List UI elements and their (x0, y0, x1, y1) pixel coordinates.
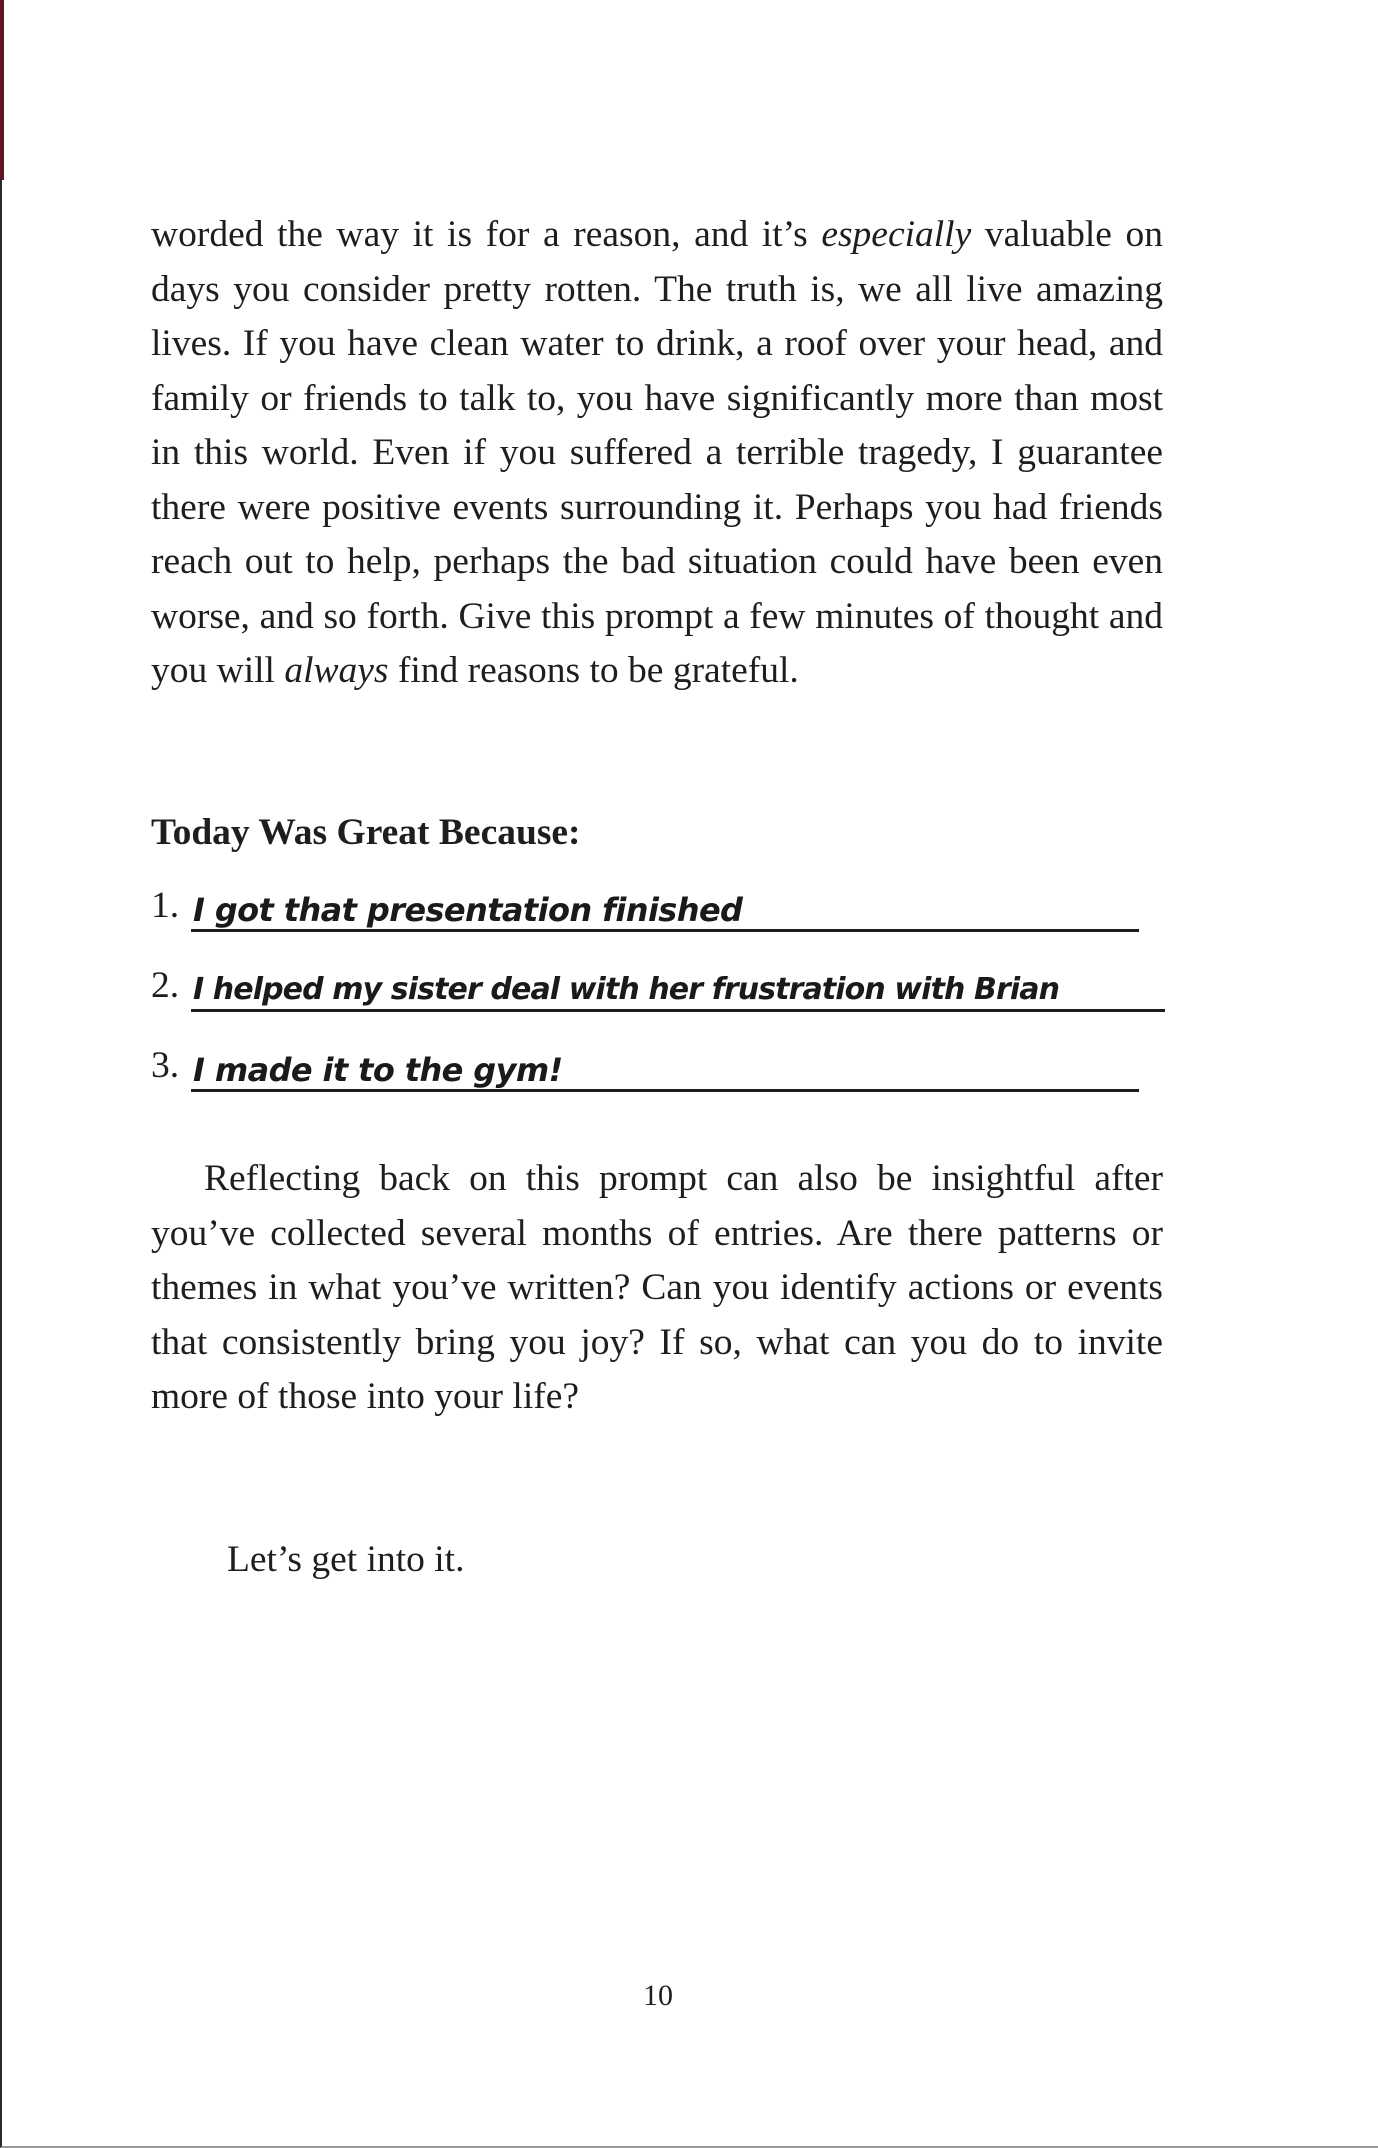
page-number: 10 (643, 1979, 673, 2012)
emphasis-especially: especially (821, 214, 972, 255)
emphasis-always: always (284, 650, 389, 691)
gratitude-entry-2 (151, 956, 1171, 1012)
entry-handwriting: I made it to the gym! (193, 1051, 563, 1089)
spine-mark (0, 0, 4, 180)
entry-number: 2. (151, 965, 180, 1006)
body-paragraph-2: Reflecting back on this prompt can also be insightful after you’ve collected several months of entries. Are there patterns or themes in what you’ve written? Can you identify actions or events that consistently bring you joy? If so, what can you do to invite more of those into your life? (151, 1158, 1163, 1417)
entry-handwriting: I got that presentation finished (193, 891, 743, 929)
body-paragraph-1 (151, 208, 1163, 699)
entry-number: 1. (151, 885, 180, 926)
gratitude-heading: Today Was Great Because: (151, 812, 581, 853)
paragraph-1-text-start: worded the way it is for a reason, and it’s (151, 214, 822, 255)
paragraph-1-text-end: find reasons to be grateful. (388, 650, 799, 691)
gratitude-entry-3 (151, 1036, 1171, 1092)
entry-handwriting: I helped my sister deal with her frustration with Brian (193, 972, 1060, 1007)
closing-line: Let’s get into it. (227, 1539, 465, 1580)
gratitude-entry-1 (151, 876, 1171, 932)
entry-number: 3. (151, 1045, 180, 1086)
paragraph-1-text-middle: valuable on days you consider pretty rotten. The truth is, we all live amazing lives. If you have clean water to drink, a roof over your head, and family or friends to talk to, you have significantly more than most in this world. Even if you suffered a terrible tragedy, I guarantee there were positive events surrounding it. Perhaps you had friends reach out to help, perhaps the bad situation could have been even worse, and so forth. Give this prompt a few minutes of thought and you will (151, 214, 1163, 691)
